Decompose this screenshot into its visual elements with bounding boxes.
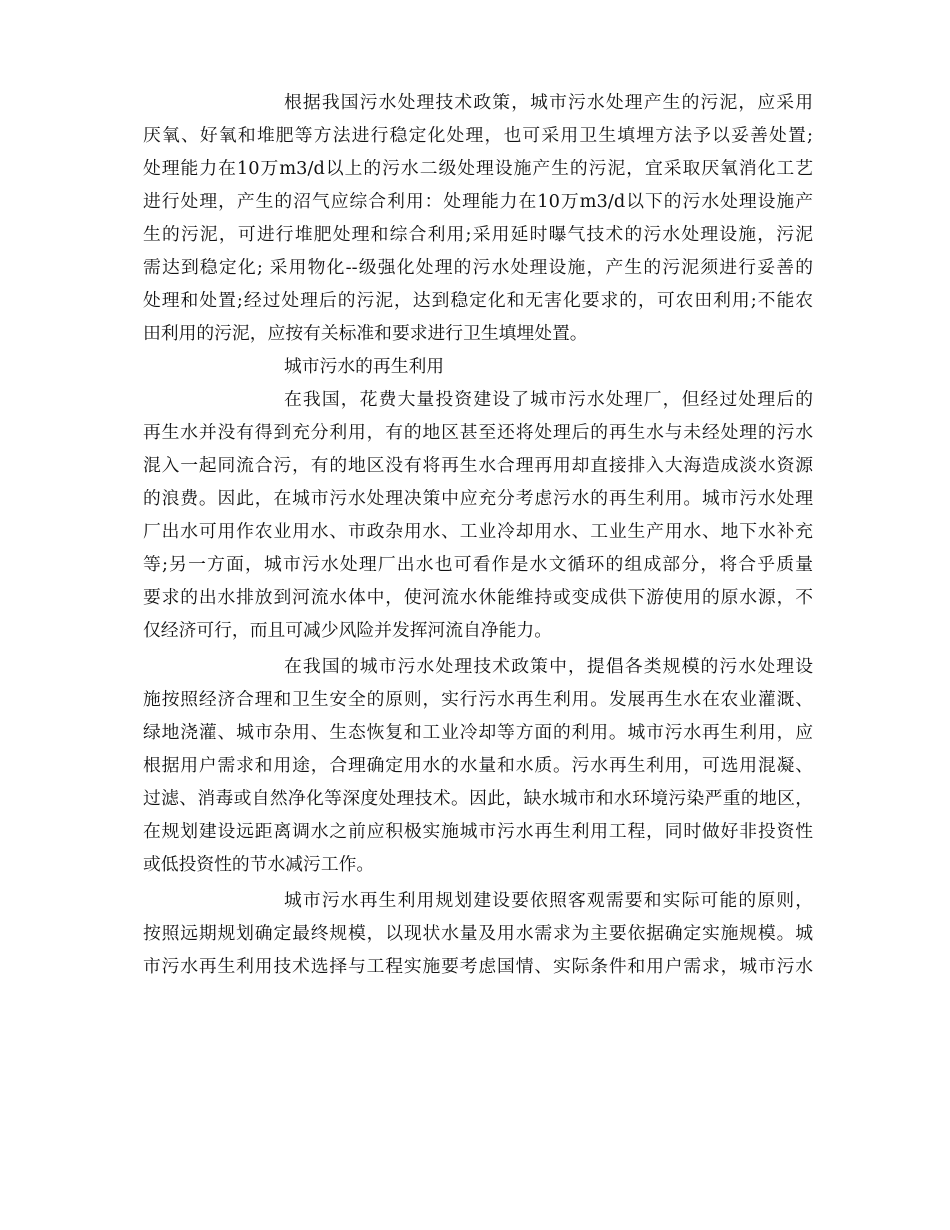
paragraph-line: 绿地浇灌、城市杂用、生态恢复和工业冷却等方面的利用。城市污水再生利用，应 [143, 722, 813, 743]
paragraph-line: 在规划建设远距离调水之前应积极实施城市污水再生利用工程，同时做好非投资性 [143, 821, 813, 842]
paragraph-line: 过滤、消毒或自然净化等深度处理技术。因此，缺水城市和水环境污染严重的地区， [143, 788, 813, 809]
paragraph-line: 厂出水可用作农业用水、市政杂用水、工业冷却用水、工业生产用水、地下水补充 [143, 521, 813, 542]
paragraph-line: 或低投资性的节水减污工作。 [143, 854, 375, 875]
paragraph-line: 市污水再生利用技术选择与工程实施要考虑国情、实际条件和用户需求，城市污水 [143, 956, 813, 977]
paragraph-line: 混入一起同流合污，有的地区没有将再生水合理再用却直接排入大海造成淡水资源 [143, 455, 813, 476]
paragraph-line: 城市污水再生利用规划建设要依照客观需要和实际可能的原则， [284, 890, 813, 911]
paragraph-line: 的浪费。因此，在城市污水处理决策中应充分考虑污水的再生利用。城市污水处理 [143, 488, 813, 509]
paragraph-line: 在我国，花费大量投资建设了城市污水处理厂，但经过处理后的 [284, 389, 813, 410]
paragraph-line: 仅经济可行，而且可减少风险并发挥河流自净能力。 [143, 620, 552, 641]
paragraph-line: 田利用的污泥，应按有关标准和要求进行卫生填埋处置。 [143, 323, 588, 344]
paragraph-line: 厌氧、好氧和堆肥等方法进行稳定化处理，也可采用卫生填埋方法予以妥善处置; [143, 125, 813, 146]
section-heading: 城市污水的再生利用 [284, 356, 445, 377]
paragraph-line: 根据我国污水处理技术政策，城市污水处理产生的污泥，应采用 [284, 92, 813, 113]
paragraph-line: 生的污泥，可进行堆肥处理和综合利用;采用延时曝气技术的污水处理设施，污泥 [143, 224, 813, 245]
paragraph-line: 处理能力在10万m3/d以上的污水二级处理设施产生的污泥，宜采取厌氧消化工艺 [143, 158, 813, 179]
paragraph-line: 等;另一方面，城市污水处理厂出水也可看作是水文循环的组成部分，将合乎质量 [143, 554, 813, 575]
paragraph-line: 施按照经济合理和卫生安全的原则，实行污水再生利用。发展再生水在农业灌溉、 [143, 689, 813, 710]
paragraph-line: 在我国的城市污水处理技术政策中，提倡各类规模的污水处理设 [284, 656, 813, 677]
paragraph-line: 进行处理，产生的沼气应综合利用：处理能力在10万m3/d以下的污水处理设施产 [143, 191, 813, 212]
paragraph-line: 根据用户需求和用途，合理确定用水的水量和水质。污水再生利用，可选用混凝、 [143, 755, 813, 776]
paragraph-line: 再生水并没有得到充分利用，有的地区甚至还将处理后的再生水与未经处理的污水 [143, 422, 813, 443]
paragraph-line: 要求的出水排放到河流水体中，使河流水休能维持或变成供下游使用的原水源，不 [143, 587, 813, 608]
paragraph-line: 处理和处置;经过处理后的污泥，达到稳定化和无害化要求的，可农田利用;不能农 [143, 290, 813, 311]
paragraph-line: 需达到稳定化; 采用物化--级强化处理的污水处理设施，产生的污泥须进行妥善的 [143, 257, 813, 278]
paragraph-line: 按照远期规划确定最终规模，以现状水量及用水需求为主要依据确定实施规模。城 [143, 923, 813, 944]
